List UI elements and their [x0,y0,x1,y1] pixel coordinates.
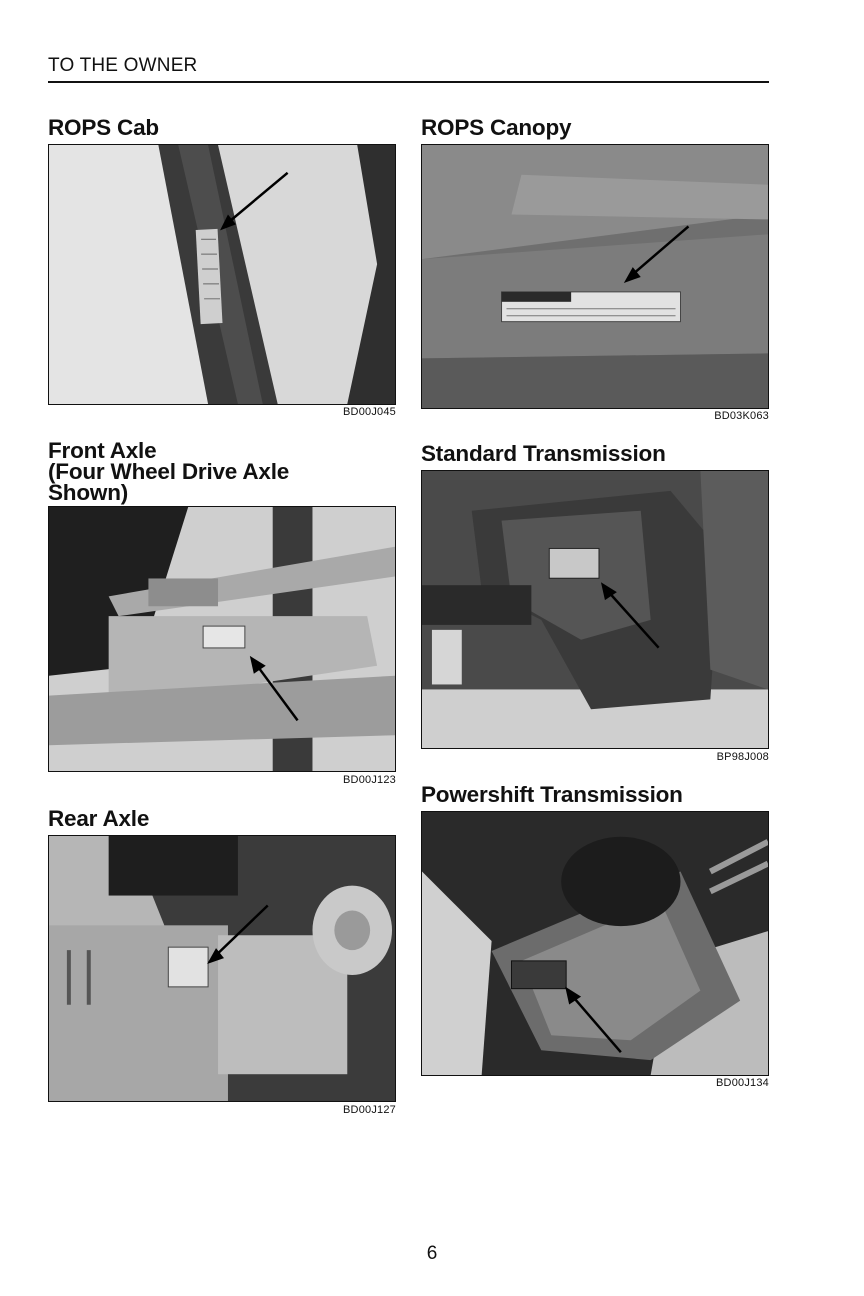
rops-canopy-title: ROPS Canopy [421,115,572,140]
rops-cab-code: BD00J045 [343,406,396,418]
rear-axle-title: Rear Axle [48,806,150,831]
front-axle-photo [48,506,396,772]
rops-canopy-code: BD03K063 [714,410,769,422]
rops-cab-title: ROPS Cab [48,115,159,140]
standard-transmission-title: Standard Transmission [421,441,666,466]
rops-cab-photo [48,144,396,405]
header-rule [48,81,769,83]
powershift-transmission-title: Powershift Transmission [421,782,683,807]
page-header: TO THE OWNER [48,55,198,76]
powershift-transmission-photo [421,811,769,1076]
standard-transmission-photo [421,470,769,749]
front-axle-title: Front Axle (Four Wheel Drive Axle Shown) [48,438,290,505]
powershift-transmission-code: BD00J134 [716,1077,769,1089]
rear-axle-photo [48,835,396,1102]
standard-transmission-code: BP98J008 [716,751,769,763]
front-axle-code: BD00J123 [343,774,396,786]
rear-axle-code: BD00J127 [343,1104,396,1116]
page-number: 6 [426,1243,438,1264]
rops-canopy-photo [421,144,769,409]
